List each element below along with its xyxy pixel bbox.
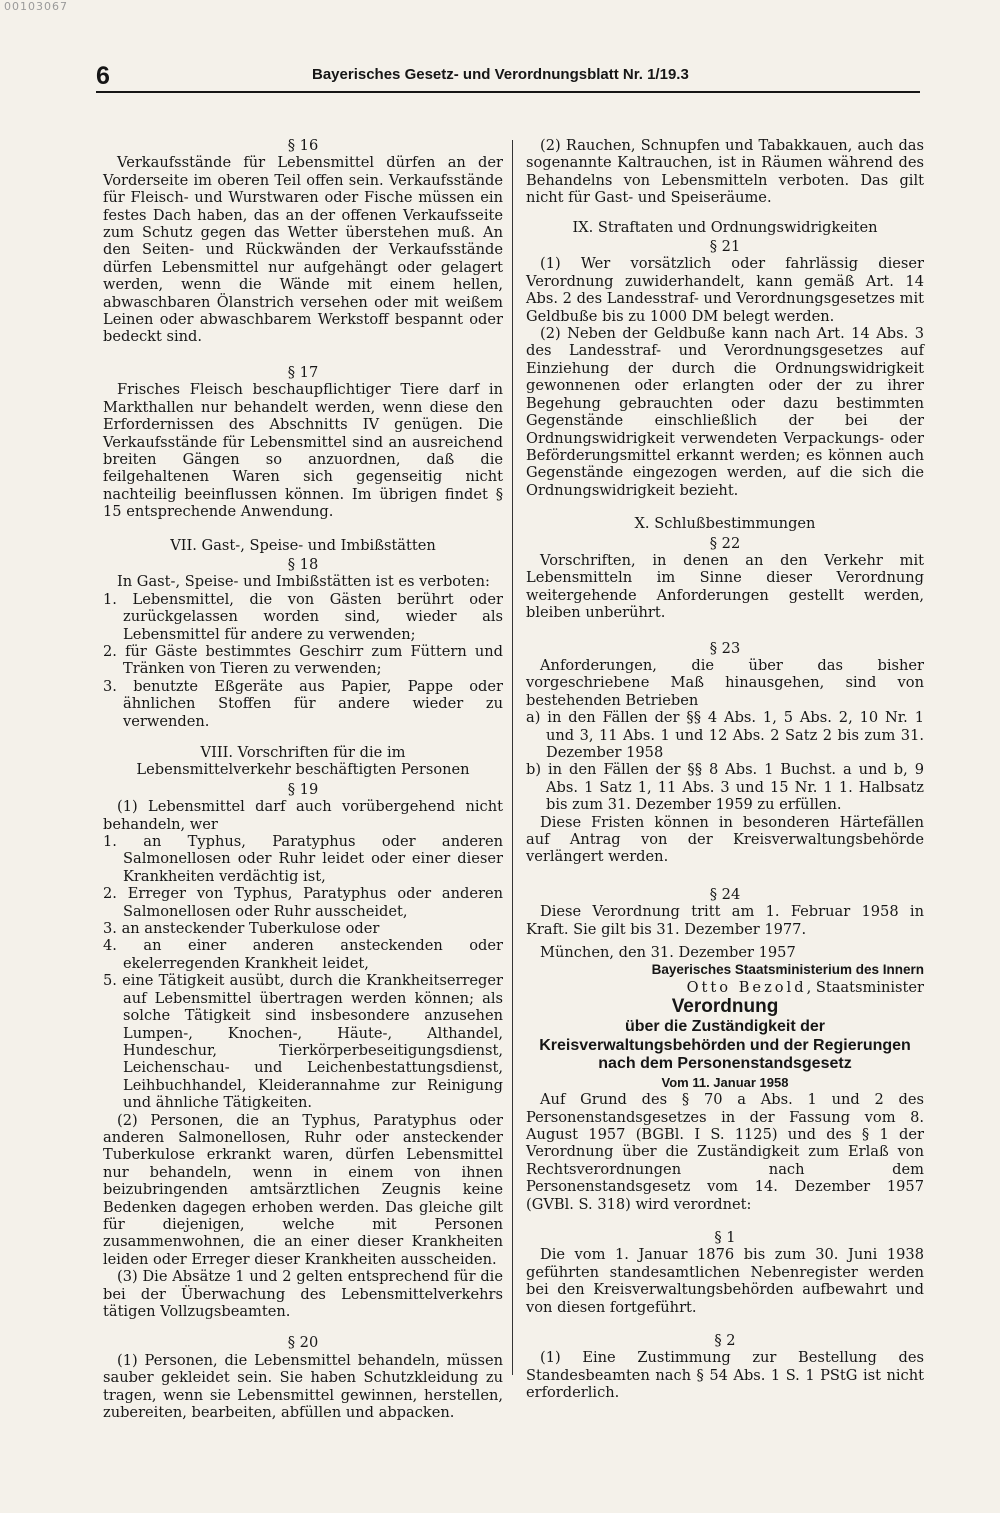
section-17-title: § 17 xyxy=(287,363,319,381)
verordnung-subtitle: über die Zuständigkeit der Kreisverwaltungsbehörden und der Regierungen nach dem Personenstandsgesetz xyxy=(539,1018,911,1073)
list-item: 1. Lebensmittel, die von Gästen berührt oder zurückgelassen worden sind, wieder als Lebensmittel für andere zu verwenden; xyxy=(103,590,503,643)
section-18-title: § 18 xyxy=(287,555,319,573)
header-rule xyxy=(96,91,920,93)
signature-institution: Bayerisches Staatsministerium des Innern xyxy=(651,962,924,978)
section-21-para-1: (1) Wer vorsätzlich oder fahrlässig dieser Verordnung zuwiderhandelt, kann gemäß Art. 14 Abs. 2 des Landesstraf- und Verordnungsgesetzes mit Geldbuße bis zu 1000 DM belegt werden. xyxy=(526,255,924,325)
list-item: 2. für Gäste bestimmtes Geschirr zum Füttern und Tränken von Tieren zu verwenden; xyxy=(103,642,503,678)
list-item: 3. an ansteckender Tuberkulose oder xyxy=(103,920,380,938)
right-column xyxy=(526,137,924,1402)
list-item: 1. an Typhus, Paratyphus oder anderen Salmonellosen oder Ruhr leidet oder einer dieser Krankheiten verdächtig ist, xyxy=(103,833,503,885)
verordnung-preamble: Auf Grund des § 70 a Abs. 1 und 2 des Personenstandsgesetzes in der Fassung vom 8. August 1957 (BGBl. I S. 1125) und des § 1 der Verordnung über die Zuständigkeit zum Erlaß von Rechtsverordnungen nach dem Personenstandsgesetz vom 14. Dezember 1957 (GVBl. S. 318) wird verordnet: xyxy=(526,1091,924,1213)
section-23-title: § 23 xyxy=(709,639,741,657)
section-21-para-2: (2) Neben der Geldbuße kann nach Art. 14 Abs. 3 des Landesstraf- und Verordnungsgesetzes auf Einziehung der durch die Ordnungswidrigkeit gewonnenen oder erlangten oder der zu ihrer Begehung gebrauchten oder dazu bestimmten Gegenstände einschließlich der bei der Ordnungswidrigkeit verwendeten Verpackungs- oder Beförderungsmittel erkannt werden; es können auch Gegenstände eingezogen werden, auf die sich die Ordnungswidrigkeit bezieht. xyxy=(526,325,924,499)
section-24-text: Diese Verordnung tritt am 1. Februar 1958 in Kraft. Sie gilt bis 31. Dezember 1977. xyxy=(526,903,924,938)
section-20-para-1: (1) Personen, die Lebensmittel behandeln, müssen sauber gekleidet sein. Sie haben Schutzkleidung zu tragen, wenn sie Lebensmittel gewinnen, herstellen, zubereiten, bearbeiten, abfüllen und abpacken. xyxy=(103,1351,503,1422)
chapter-viii-heading: VIII. Vorschriften für die im Lebensmittelverkehr beschäftigten Personen xyxy=(136,744,470,779)
list-item: 5. eine Tätigkeit ausübt, durch die Krankheitserreger auf Lebensmittel übertragen werden können; als solche Tätigkeit sind insbesondere anzusehen Lumpen-, Knochen-, Häute-, Althandel, Hundeschur, Tierkörperbeseitigungsdienst, Leichenschau- und Leichenbestattungsdienst, Leihbuchhandel, Kleiderannahme zur Reinigung und ähnliche Tätigkeiten. xyxy=(103,972,503,1112)
section-21-title: § 21 xyxy=(709,238,741,256)
chapter-x-heading: X. Schlußbestimmungen xyxy=(634,515,816,533)
section-23-intro: Anforderungen, die über das bisher vorgeschriebene Maß hinausgehen, sind von bestehenden Betrieben xyxy=(526,656,924,709)
list-item: b) in den Fällen der §§ 8 Abs. 1 Buchst. a und b, 9 Abs. 1 Satz 1, 11 Abs. 3 und 15 Nr. 1 1. Halbsatz bis zum 31. Dezember 1959 zu erfüllen. xyxy=(526,761,924,814)
list-item: 4. an einer anderen ansteckenden oder ekelerregenden Krankheit leidet, xyxy=(103,937,503,972)
list-item: a) in den Fällen der §§ 4 Abs. 1, 5 Abs. 2, 10 Nr. 1 und 3, 11 Abs. 1 und 12 Abs. 2 Satz 2 bis zum 31. Dezember 1958 xyxy=(526,709,924,761)
place-date: München, den 31. Dezember 1957 xyxy=(540,944,796,962)
section-16-text: Verkaufsstände für Lebensmittel dürfen an der Vorderseite im oberen Teil offen sein. Verkaufsstände für Fleisch- und Wurstwaren oder Fische müssen ein festes Dach haben, das an der offenen Verkaufsseite zum Schutz gegen das Wetter überstehen muß. An den Seiten- und Rückwänden der Verkaufsstände dürfen Lebensmittel nur aufgehängt oder gelagert werden, wenn die Wände mit einem hellen, abwaschbaren Ölanstrich versehen oder mit weißem Leinen oder abwaschbarem Werkstoff bespannt oder bedeckt sind. xyxy=(103,154,503,346)
chapter-ix-heading: IX. Straftaten und Ordnungswidrigkeiten xyxy=(572,218,878,236)
signature xyxy=(526,979,924,996)
list-item: 2. Erreger von Typhus, Paratyphus oder anderen Salmonellosen oder Ruhr ausscheidet, xyxy=(103,885,503,920)
section-19-para-2: (2) Personen, die an Typhus, Paratyphus oder anderen Salmonellosen, Ruhr oder ansteckender Tuberkulose erkrankt waren, dürfen Lebensmittel nur behandeln, wenn in einem von ihnen beizubringenden amtsärztlichen Zeugnis keine Bedenken dagegen erhoben werden. Das gleiche gilt für diejenigen, welche mit Personen zusammenwohnen, die an einer dieser Krankheiten leiden oder Erreger dieser Krankheiten ausscheiden. xyxy=(103,1111,503,1268)
verordnung-title: Verordnung xyxy=(671,996,779,1018)
section-24-title: § 24 xyxy=(709,885,741,903)
section-19-para-3: (3) Die Absätze 1 und 2 gelten entsprechend für die bei der Überwachung des Lebensmittelverkehrs tätigen Vollzugsbeamten. xyxy=(103,1268,503,1320)
section-20-title: § 20 xyxy=(287,1334,319,1352)
verordnung-section-1-title: § 1 xyxy=(714,1229,736,1247)
section-22-title: § 22 xyxy=(709,534,741,552)
signature-role: , Staatsminister xyxy=(806,978,924,996)
section-16-title: § 16 xyxy=(287,137,319,154)
section-17-text: Frisches Fleisch beschaupflichtiger Tiere darf in Markthallen nur behandelt werden, wenn diese den Erfordernissen des Abschnitts IV genügen. Die Verkaufsstände für Lebensmittel sind an ausreichend breiten Gängen so anzuordnen, daß die feilgehaltenen Waren sich gegenseitig nicht nachteilig beeinflussen können. Im übrigen findet § 15 entsprechende Anwendung. xyxy=(103,381,503,521)
signature-name: Otto Bezold xyxy=(686,978,807,996)
archive-stamp: 00103067 xyxy=(4,0,68,13)
chapter-vii-heading: VII. Gast-, Speise- und Imbißstätten xyxy=(170,536,436,554)
list-item: 3. benutzte Eßgeräte aus Papier, Pappe oder ähnlichen Stoffen für andere wieder zu verwenden. xyxy=(103,677,503,730)
section-18-intro: In Gast-, Speise- und Imbißstätten ist es verboten: xyxy=(117,573,490,591)
section-23-outro: Diese Fristen können in besonderen Härtefällen auf Antrag von der Kreisverwaltungsbehörde verlängert werden. xyxy=(526,813,924,866)
section-22-text: Vorschriften, in denen an den Verkehr mit Lebensmitteln im Sinne dieser Verordnung weitergehende Anforderungen gestellt werden, bleiben unberührt. xyxy=(526,551,924,622)
left-column xyxy=(103,137,503,1421)
page-number: 6 xyxy=(96,62,110,90)
section-20-para-2: (2) Rauchen, Schnupfen und Tabakkauen, auch das sogenannte Kaltrauchen, ist in Räumen während des Behandelns von Lebensmitteln verboten. Das gilt nicht für Gast- und Speiseräume. xyxy=(526,137,924,207)
verordnung-section-2-title: § 2 xyxy=(714,1332,736,1350)
section-19-title: § 19 xyxy=(287,780,319,798)
verordnung-section-1-text: Die vom 1. Januar 1876 bis zum 30. Juni 1938 geführten standesamtlichen Nebenregister werden bei den Kreisverwaltungsbehörden aufbewahrt und von diesen fortgeführt. xyxy=(526,1246,924,1316)
running-title: Bayerisches Gesetz- und Verordnungsblatt Nr. 1/19.3 xyxy=(312,66,689,83)
verordnung-date: Vom 11. Januar 1958 xyxy=(661,1074,789,1090)
verordnung-section-2-text: (1) Eine Zustimmung zur Bestellung des Standesbeamten nach § 54 Abs. 1 S. 1 PStG ist nicht erforderlich. xyxy=(526,1349,924,1402)
column-divider xyxy=(512,140,513,1375)
section-19-intro: (1) Lebensmittel darf auch vorübergehend nicht behandeln, wer xyxy=(103,798,503,833)
